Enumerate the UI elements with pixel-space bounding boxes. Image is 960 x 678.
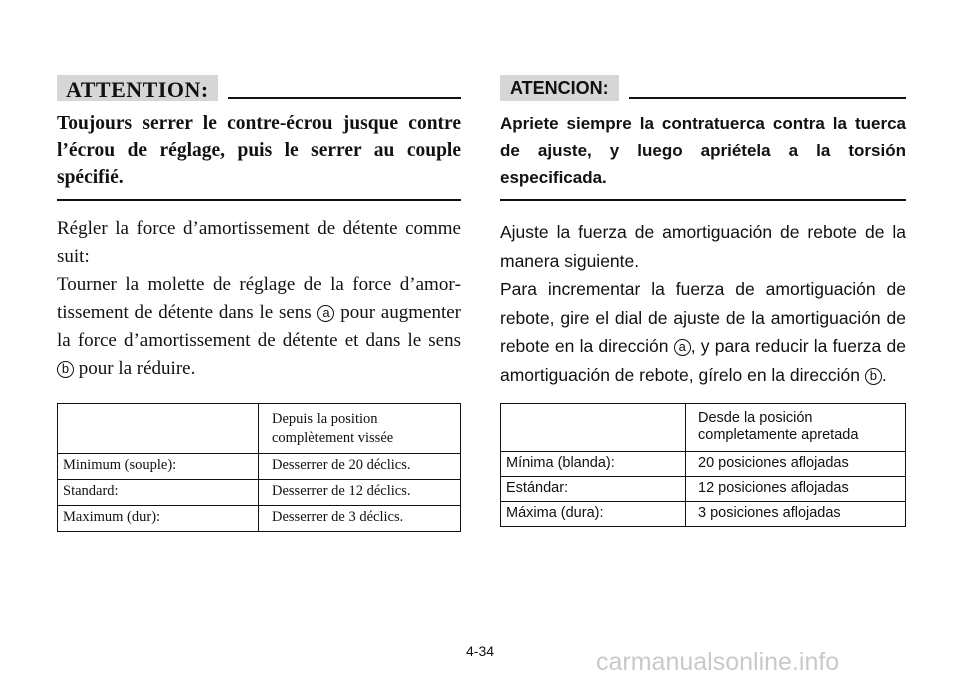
table-header-empty-cell xyxy=(58,404,259,454)
table-header-empty-cell xyxy=(501,404,686,452)
attention-label: ATENCION: xyxy=(500,75,619,101)
row-value: Desserrer de 3 déclics. xyxy=(259,506,461,532)
row-value: 12 posiciones aflojadas xyxy=(686,477,906,502)
heading-rule xyxy=(629,97,906,99)
table-row xyxy=(58,480,461,506)
settings-table xyxy=(57,403,461,532)
attention-heading xyxy=(57,72,461,104)
row-value: Desserrer de 12 déclics. xyxy=(259,480,461,506)
instruction-text-1: Para incrementar la fuerza de amortiguación de rebote, gire el dial de ajuste de la amortiguación de rebote en la dirección xyxy=(500,279,906,356)
attention-label: ATTENTION: xyxy=(57,75,218,101)
instruction-intro: Régler la force d’amortissement de détente comme suit: xyxy=(57,218,461,267)
warning-text: Apriete siempre la contratuerca contra la tuerca de ajuste, y luego apriétela a la torsión especificada. xyxy=(500,110,906,201)
french-column xyxy=(57,72,461,532)
instruction-paragraph xyxy=(500,275,906,389)
table-header-row xyxy=(501,404,906,452)
row-label: Maximum (dur): xyxy=(58,506,259,532)
row-value: 3 posiciones aflojadas xyxy=(686,502,906,527)
settings-table xyxy=(500,403,906,527)
row-label: Máxima (dura): xyxy=(501,502,686,527)
table-header-cell: Desde la posición completamente apretada xyxy=(686,404,906,452)
row-label: Minimum (souple): xyxy=(58,454,259,480)
row-label: Standard: xyxy=(58,480,259,506)
instruction-text-2: pour augmenter la force d’amortissement de détente et dans le sens xyxy=(57,302,461,351)
instruction-text-2: , y para reducir la fuerza de amortiguación de rebote, gírelo en la dirección xyxy=(500,336,906,385)
instruction-text-3: pour la réduire. xyxy=(74,358,196,379)
instruction-text-1: Tourner la molette de réglage de la force d’amortissement de détente dans le sens xyxy=(57,274,461,323)
instruction-intro: Ajuste la fuerza de amortiguación de rebote de la manera siguiente. xyxy=(500,222,906,271)
watermark: carmanualsonline.info xyxy=(596,648,840,676)
marker-b: b xyxy=(865,368,882,385)
row-label: Mínima (blanda): xyxy=(501,452,686,477)
table-header-cell: Depuis la position complètement vissée xyxy=(259,404,461,454)
instruction-paragraph xyxy=(57,271,461,383)
table-row xyxy=(501,452,906,477)
attention-heading xyxy=(500,72,906,104)
row-label: Estándar: xyxy=(501,477,686,502)
page-number: 4-34 xyxy=(466,643,495,659)
marker-b: b xyxy=(57,361,74,378)
marker-a: a xyxy=(674,339,691,356)
warning-text: Toujours serrer le contre-écrou jusque contre l’écrou de réglage, puis le serrer au couple spécifié. xyxy=(57,110,461,201)
table-row xyxy=(501,477,906,502)
table-row xyxy=(58,506,461,532)
table-row xyxy=(58,454,461,480)
table-row xyxy=(501,502,906,527)
spanish-column xyxy=(500,72,906,527)
row-value: 20 posiciones aflojadas xyxy=(686,452,906,477)
heading-rule xyxy=(228,97,461,99)
instruction-text-3: . xyxy=(881,364,887,385)
marker-a: a xyxy=(317,305,334,322)
row-value: Desserrer de 20 déclics. xyxy=(259,454,461,480)
table-header-row xyxy=(58,404,461,454)
